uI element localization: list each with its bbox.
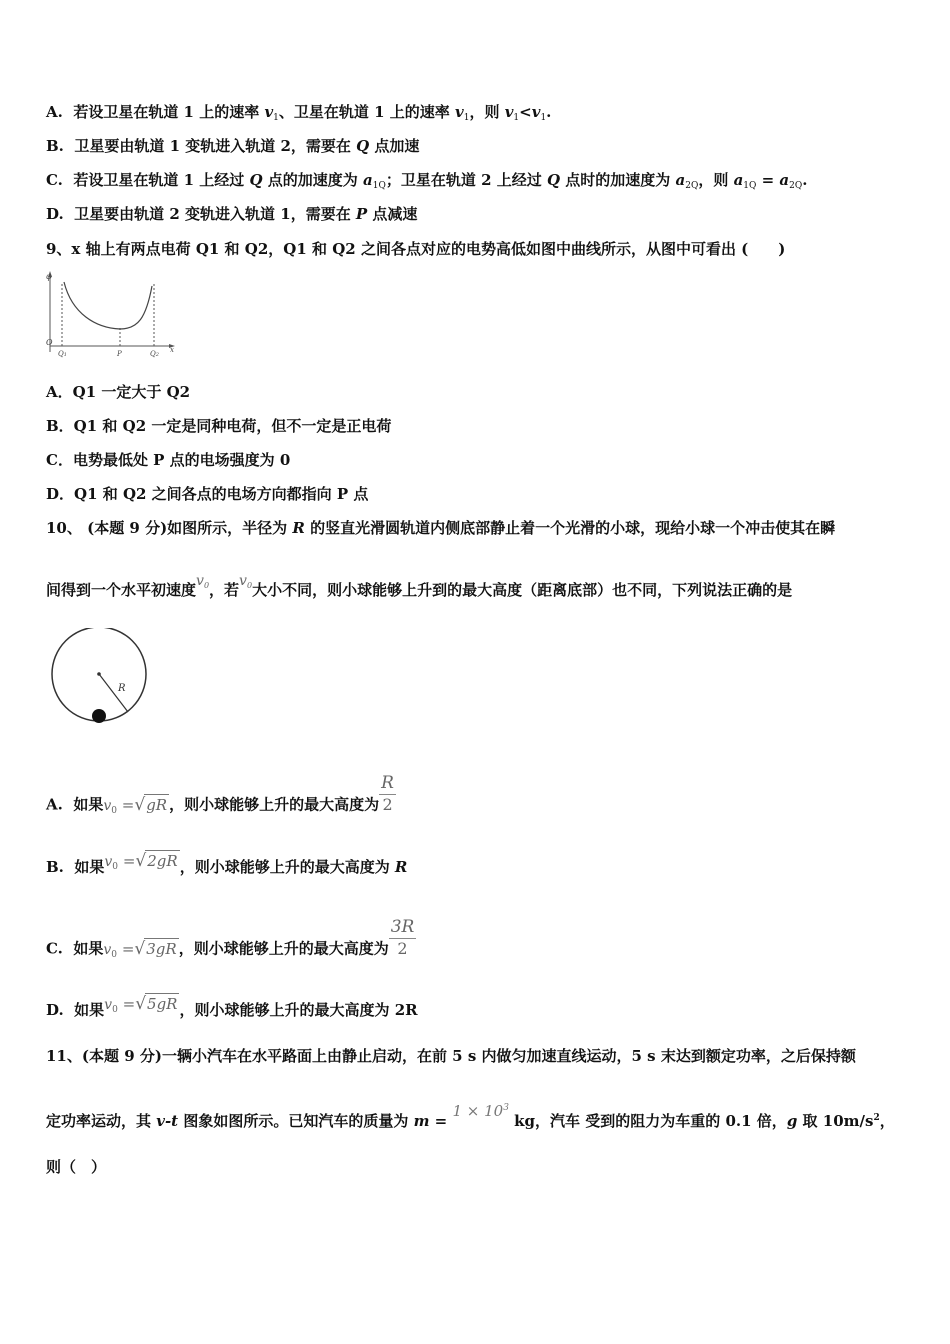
ball	[92, 709, 106, 723]
q10-stem-line1: 10、 (本题 9 分)如图所示，半径为 R 的竖直光滑圆轨道内侧底部静止着一个光滑的小球，现给小球一个冲击使其在瞬	[46, 519, 836, 537]
q9-option-c: C．电势最低处 P 点的电场强度为 0	[46, 451, 291, 469]
q11-stem-line2: 定功率运动，其 v-t 图象如图所示。已知汽车的质量为 $m = 1 \times 10^3$ kg，汽车 受到的阻力为车重的 0.1 倍，g 取 $10m/s^2$，	[46, 1102, 895, 1130]
q8-option-a: A. 若设卫星在轨道 1 上的速率 $v_1$、卫星在轨道 1 上的速率 $v_1$，则 $v_1<v_1$.	[46, 103, 552, 123]
q11-stem-line3: 则（ ）	[46, 1158, 107, 1176]
x-label: x	[170, 346, 174, 354]
q2-label: Q2	[150, 350, 159, 358]
phi-label: φ	[46, 272, 52, 281]
q8-option-d: D. 卫星要由轨道 2 变轨进入轨道 1，需要在 P 点减速	[46, 205, 418, 223]
p-label: P	[117, 350, 122, 358]
radius-label: R	[118, 683, 126, 694]
q10-option-d: D. 如果$v_0 =√5gR$ ，则小球能够上升的最大高度为 2R	[46, 994, 418, 1019]
circle-track-figure	[48, 628, 152, 726]
origin-label: O	[46, 338, 53, 347]
q9-option-b: B．Q1 和 Q2 一定是同种电荷，但不一定是正电荷	[46, 417, 392, 435]
q10-stem-line2: 间得到一个水平初速度$v_0$，若$v_0$大小不同，则小球能够上升到的最大高度（距离底部）也不同，下列说法正确的是	[46, 573, 793, 599]
potential-graph	[44, 268, 184, 360]
q10-option-b: B. 如果$v_0 =√2gR$ ，则小球能够上升的最大高度为 R	[46, 851, 408, 876]
q9-stem: 9、x 轴上有两点电荷 Q1 和 Q2，Q1 和 Q2 之间各点对应的电势高低如图中曲线所示，从图中可看出 ( )	[46, 240, 786, 258]
q1-label: Q1	[58, 350, 67, 358]
q8-option-b: B. 卫星要由轨道 1 变轨进入轨道 2，需要在 Q 点加速	[46, 137, 420, 155]
q11-stem-line1: 11、(本题 9 分)一辆小汽车在水平路面上由静止启动，在前 5 s 内做匀加速直线运动，5 s 末达到额定功率，之后保持额	[46, 1047, 856, 1065]
q9-option-a: A．Q1 一定大于 Q2	[46, 383, 191, 401]
q10-option-c: C. 如果$v_0 =√3gR$ ，则小球能够上升的最大高度为 $\frac{3R}{2}$	[46, 917, 415, 960]
q8-option-c: C. 若设卫星在轨道 1 上经过 Q 点的加速度为 $a_{1Q}$；卫星在轨道 2 上经过 Q 点时的加速度为 $a_{2Q}$，则 $a_{1Q} = a_{2Q}$.	[46, 171, 808, 191]
potential-curve	[64, 282, 152, 329]
q10-option-a: A. 如果$v_0 =√gR$ ，则小球能够上升的最大高度为 $\frac{R}{2}$	[46, 773, 394, 816]
q9-option-d: D．Q1 和 Q2 之间各点的电场方向都指向 P 点	[46, 485, 369, 503]
